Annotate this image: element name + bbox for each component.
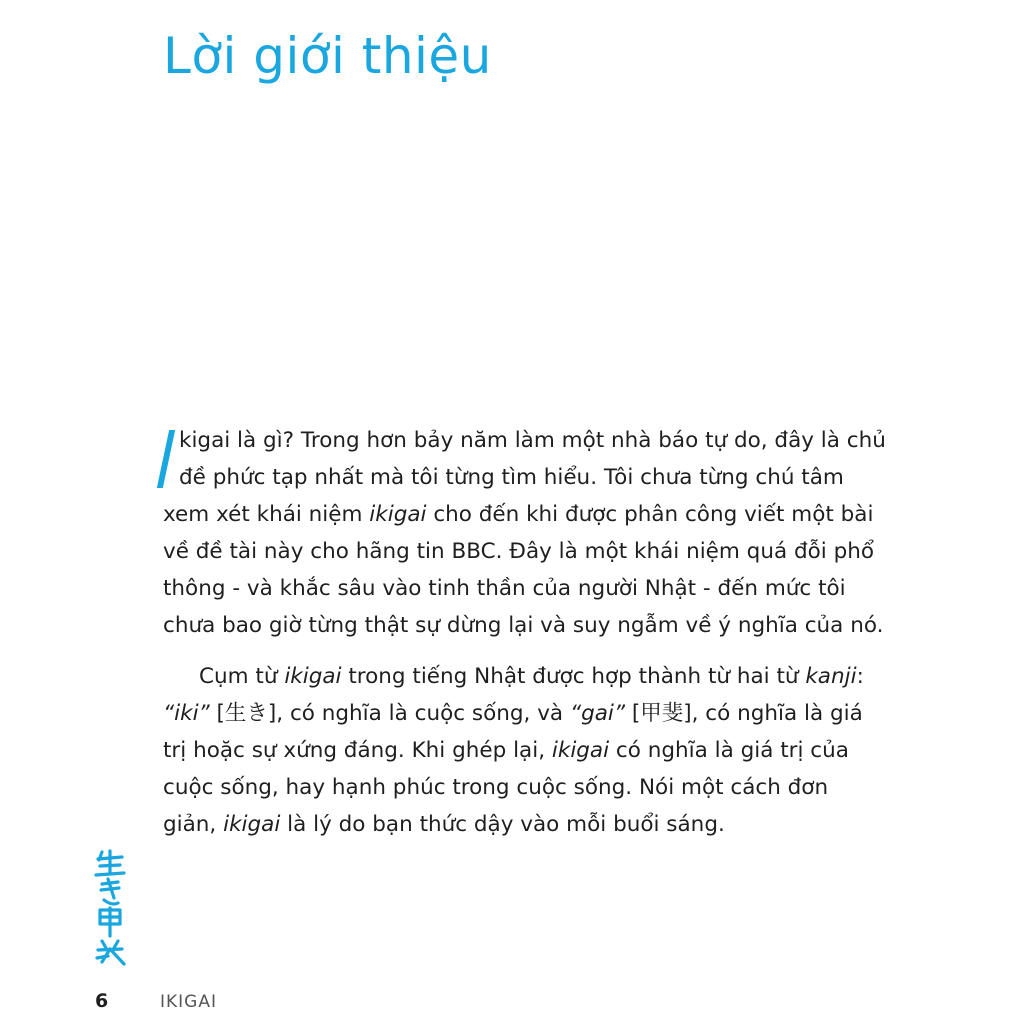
text-line: chưa bao giờ từng thật sự dừng lại và suy ngẫm về ý nghĩa của nó. <box>163 613 884 638</box>
text-line: về đề tài này cho hãng tin BBC. Đây là một khái niệm quá đỗi phổ <box>163 539 875 564</box>
page-number: 6 <box>95 990 109 1012</box>
body-text <box>163 422 908 843</box>
text-span: [甲斐], có nghĩa là giá <box>625 701 863 726</box>
ikigai-calligraphy-icon <box>92 848 128 966</box>
text-line <box>163 658 908 695</box>
text-span: trong tiếng Nhật được hợp thành từ hai từ <box>341 664 806 689</box>
text-span: Cụm từ <box>199 664 285 689</box>
chapter-title: Lời giới thiệu <box>163 27 492 85</box>
text-line: kigai là gì? Trong hơn bảy năm làm một nhà báo tự do, đây là chủ <box>179 428 886 453</box>
running-title: IKIGAI <box>160 992 217 1012</box>
italic-term: ikigai <box>551 738 610 763</box>
text-span: giản, <box>163 812 224 837</box>
calligraphy-brush-icon <box>92 848 128 966</box>
text-span: là lý do bạn thức dậy vào mỗi buổi sáng. <box>280 812 725 837</box>
italic-term: “gai” <box>569 701 626 726</box>
text-span: có nghĩa là giá trị của <box>609 738 849 763</box>
text-line: thông - và khắc sâu vào tinh thần của người Nhật - đến mức tôi <box>163 576 846 601</box>
text-line <box>163 806 908 843</box>
text-line: đề phức tạp nhất mà tôi từng tìm hiểu. Tôi chưa từng chú tâm <box>179 465 844 490</box>
italic-term: kanji <box>805 664 857 689</box>
italic-term: “iki” <box>163 701 210 726</box>
text-span: : <box>856 664 864 689</box>
text-line <box>163 496 908 533</box>
text-line <box>163 732 908 769</box>
italic-term: ikigai <box>284 664 342 689</box>
text-span: trị hoặc sự xứng đáng. Khi ghép lại, <box>163 738 552 763</box>
text-span: cho đến khi được phân công viết một bài <box>426 502 874 527</box>
text-span: xem xét khái niệm <box>163 502 370 527</box>
italic-term: ikigai <box>223 812 281 837</box>
text-line <box>163 695 908 732</box>
italic-term: ikigai <box>369 502 427 527</box>
paragraph-2 <box>163 658 908 843</box>
text-span: [生き], có nghĩa là cuộc sống, và <box>209 701 570 726</box>
paragraph-1 <box>163 422 908 644</box>
text-line: cuộc sống, hay hạnh phúc trong cuộc sống. Nói một cách đơn <box>163 775 829 800</box>
